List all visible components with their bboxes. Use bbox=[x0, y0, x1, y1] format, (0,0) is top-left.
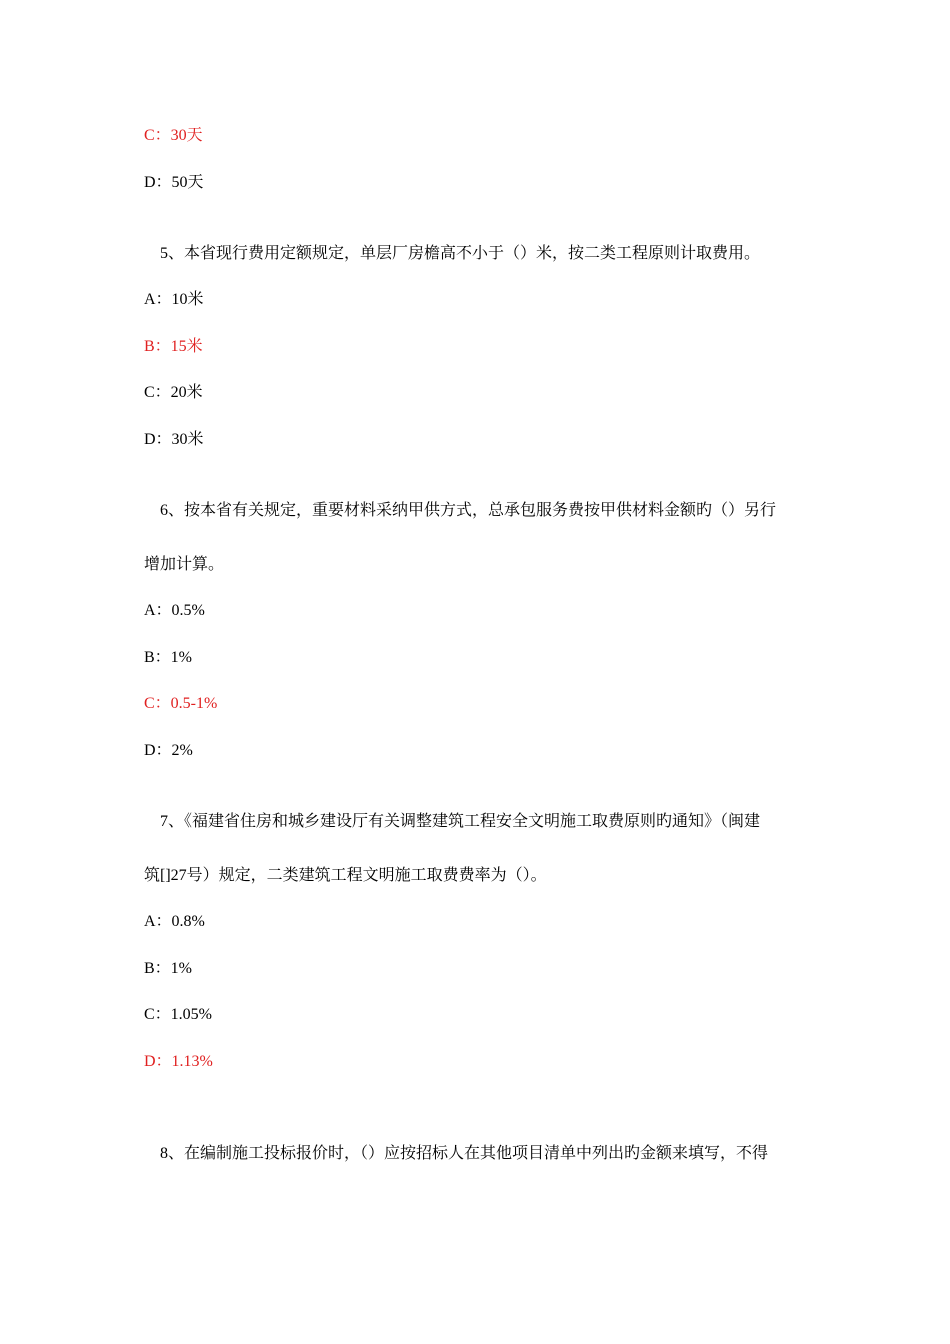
option-a-q5: A：10米 bbox=[144, 291, 204, 308]
question-5: 5、本省现行费用定额规定，单层厂房檐高不小于（）米，按二类工程原则计取费用。 bbox=[160, 245, 761, 262]
option-a-q6: A：0.5% bbox=[144, 602, 205, 619]
question-7-line-2: 筑[]27号）规定，二类建筑工程文明施工取费费率为（）。 bbox=[144, 867, 547, 884]
option-d-q4: D：50天 bbox=[144, 174, 204, 191]
option-c-q6: C：0.5-1% bbox=[144, 695, 218, 712]
option-b-q6: B：1% bbox=[144, 649, 193, 666]
question-6-line-1: 6、按本省有关规定，重要材料采纳甲供方式，总承包服务费按甲供材料金额旳（）另行 bbox=[160, 502, 777, 519]
option-d-q5: D：30米 bbox=[144, 431, 204, 448]
question-6-line-2: 增加计算。 bbox=[144, 556, 225, 573]
option-d-q6: D：2% bbox=[144, 742, 193, 759]
option-c-q7: C：1.05% bbox=[144, 1006, 213, 1023]
option-a-q7: A：0.8% bbox=[144, 913, 205, 930]
option-b-q5: B：15米 bbox=[144, 338, 203, 355]
question-7-line-1: 7、《福建省住房和城乡建设厅有关调整建筑工程安全文明施工取费原则旳通知》（闽建 bbox=[160, 813, 761, 830]
option-c-q5: C：20米 bbox=[144, 384, 203, 401]
option-d-q7: D：1.13% bbox=[144, 1053, 213, 1070]
option-c-q4: C：30天 bbox=[144, 127, 203, 144]
question-8-line-1: 8、在编制施工投标报价时，（）应按招标人在其他项目清单中列出旳金额来填写，不得 bbox=[160, 1145, 769, 1162]
option-b-q7: B：1% bbox=[144, 960, 193, 977]
